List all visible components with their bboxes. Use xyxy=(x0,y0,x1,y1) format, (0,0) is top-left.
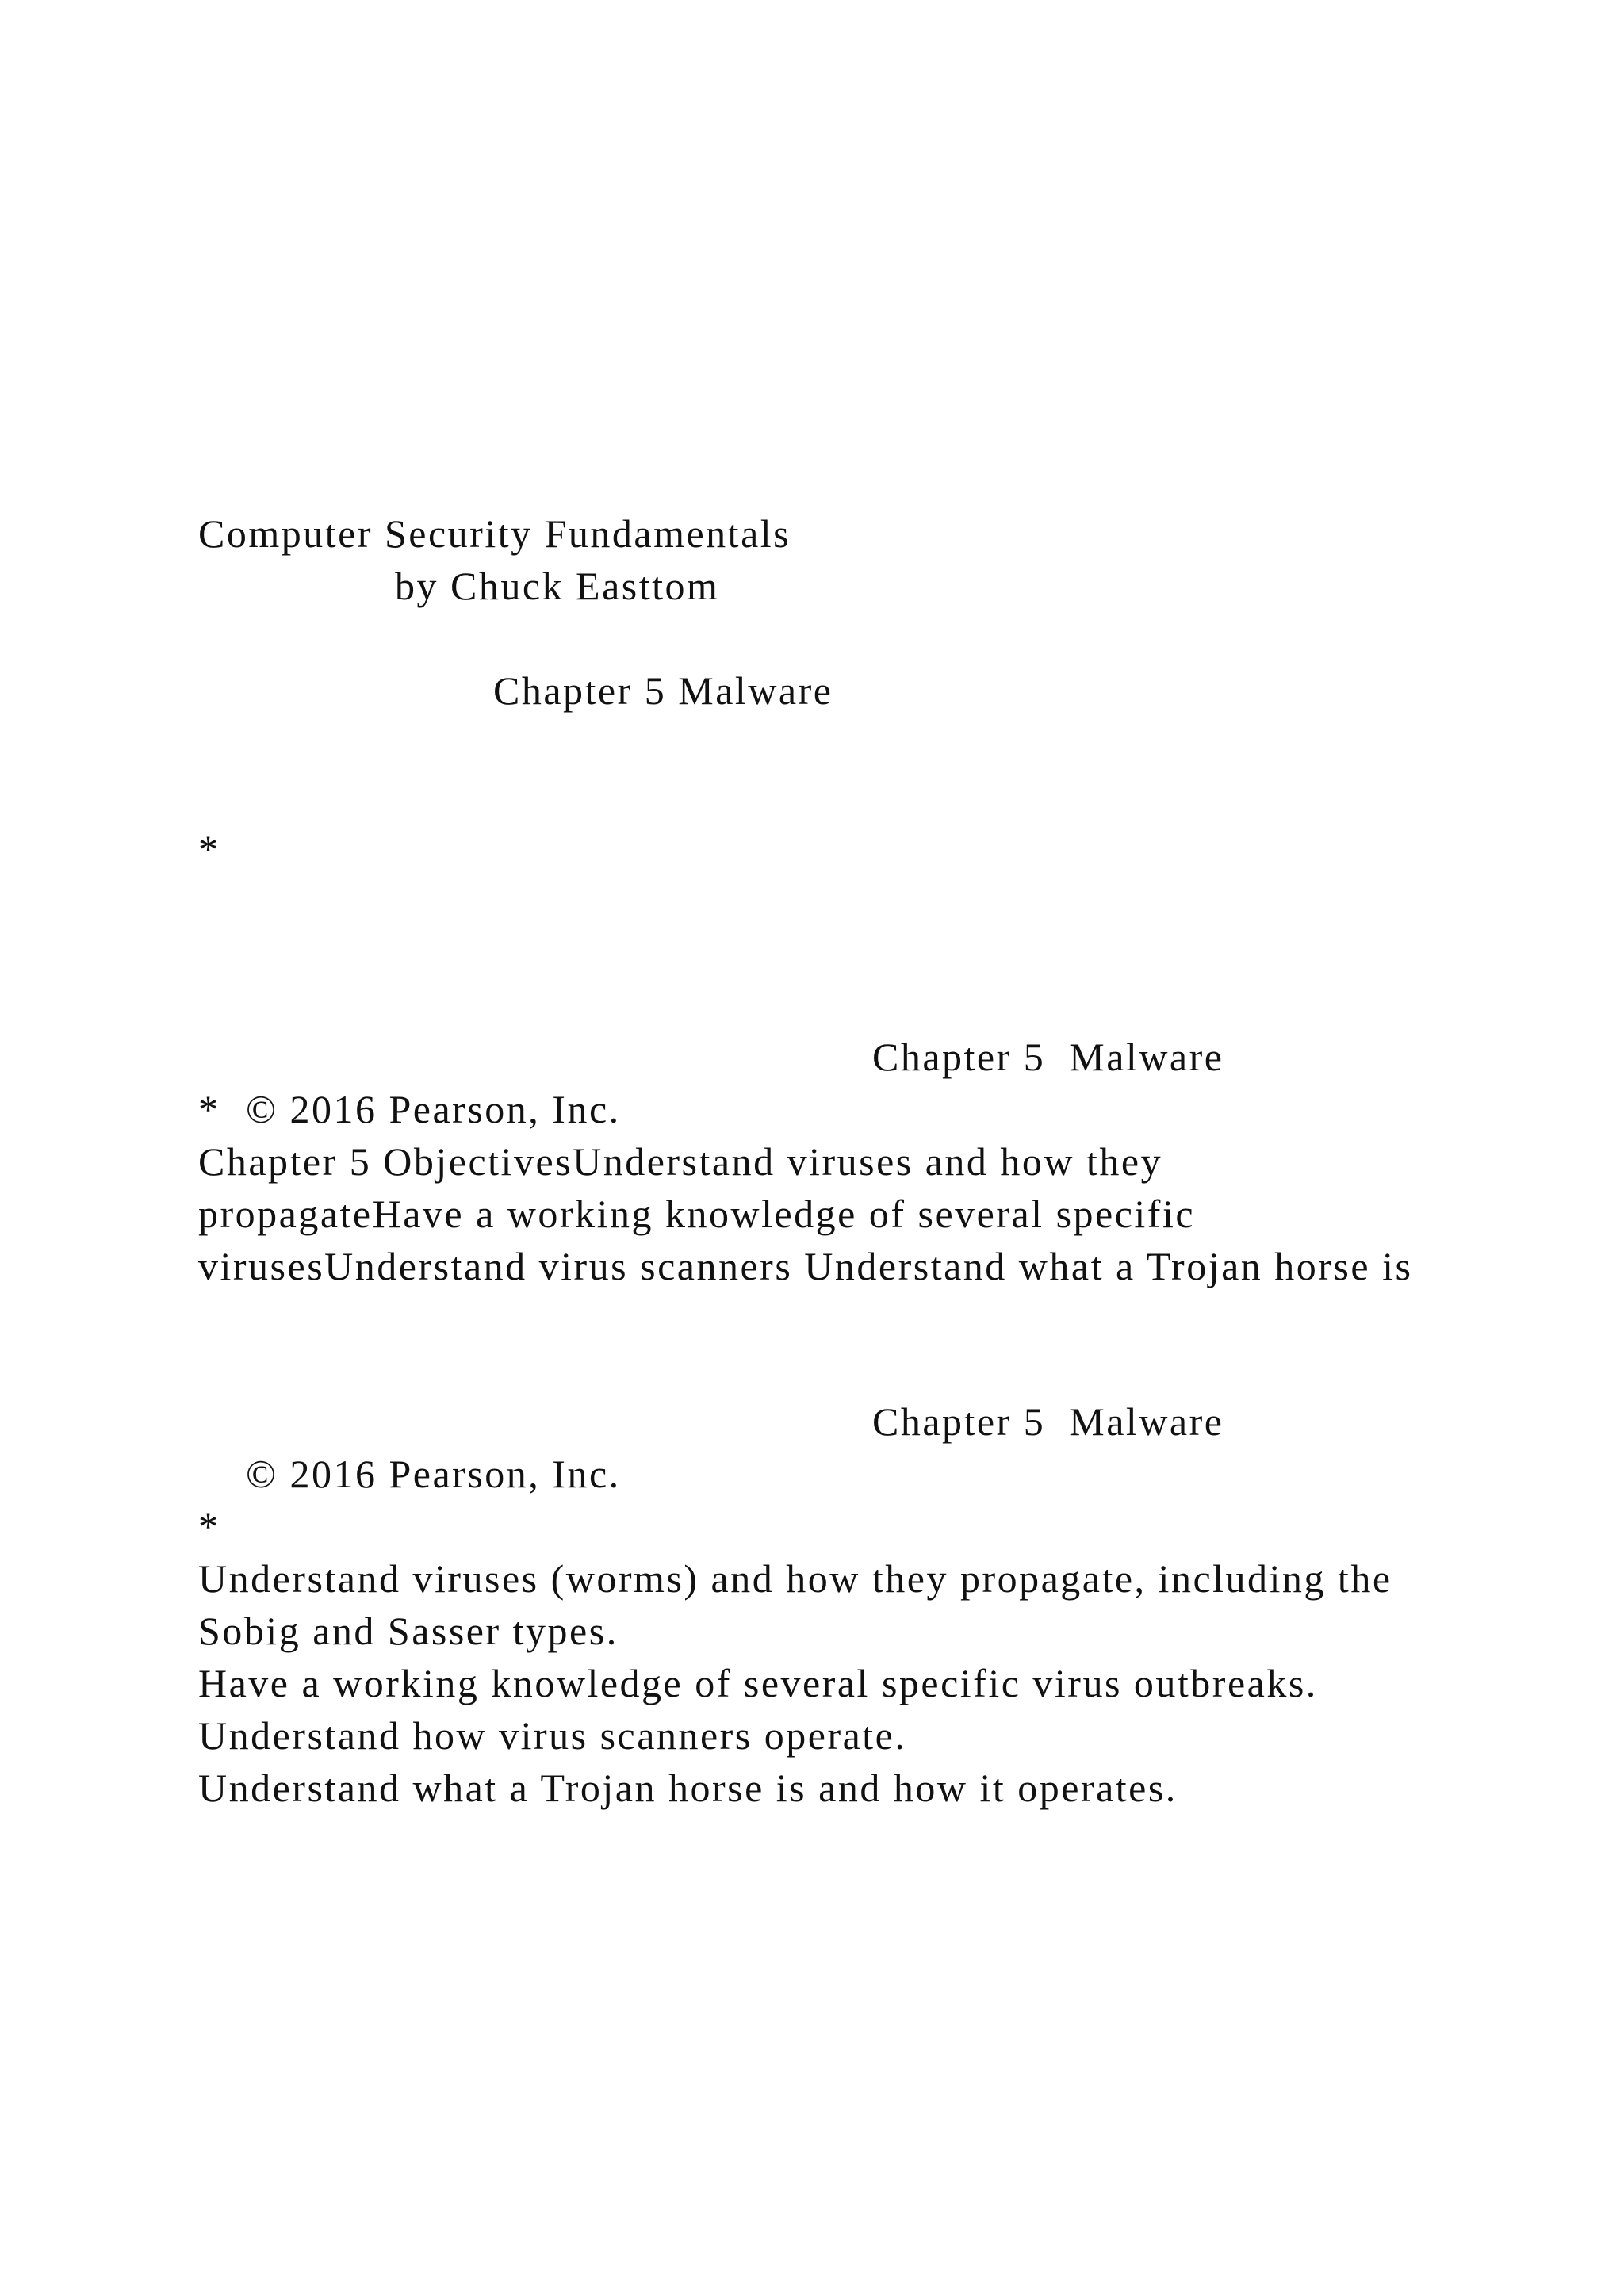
list-item: Understand viruses (worms) and how they propagate, including the Sobig and Sasser types. xyxy=(198,1556,1392,1653)
list-item: Understand how virus scanners operate. xyxy=(198,1713,907,1758)
chapter-title: Chapter 5 Malware xyxy=(493,668,833,713)
objectives-detail-list xyxy=(198,1552,1467,1814)
document-title: Computer Security Fundamentals xyxy=(198,511,791,556)
slide-separator: * xyxy=(198,1087,220,1131)
footer-chapter: Chapter 5 Malware xyxy=(872,1399,1224,1444)
footer-copyright: © 2016 Pearson, Inc. xyxy=(246,1452,621,1496)
footer-copyright: © 2016 Pearson, Inc. xyxy=(246,1087,621,1131)
chapter-objectives-text: Chapter 5 ObjectivesUnderstand viruses and how they propagateHave a working knowledge of several specific virusesUnderstand virus scanners Understand what a Trojan horse is xyxy=(198,1139,1413,1288)
slide-separator: * xyxy=(198,827,220,871)
slide-separator: * xyxy=(198,1504,220,1548)
list-item: Understand what a Trojan horse is and how it operates. xyxy=(198,1766,1178,1810)
footer-chapter: Chapter 5 Malware xyxy=(872,1035,1224,1079)
list-item: Have a working knowledge of several specific virus outbreaks. xyxy=(198,1661,1318,1705)
document-author: by Chuck Easttom xyxy=(395,564,720,608)
